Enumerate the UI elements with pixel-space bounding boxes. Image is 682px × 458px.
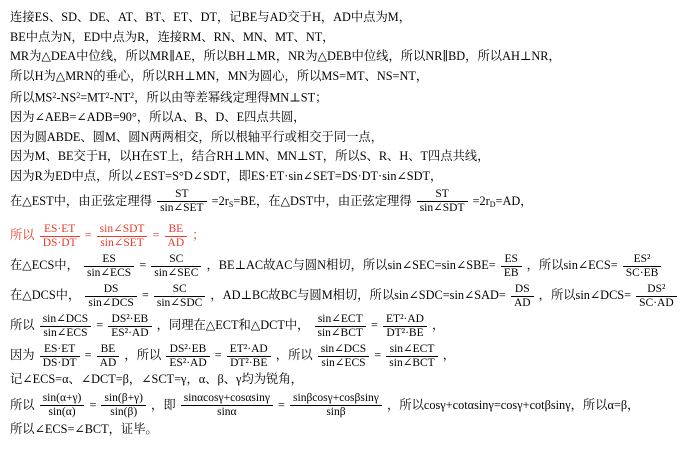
dcs-mid2: ，所以sin∠DCS= bbox=[538, 288, 632, 303]
fraction-es-over-eb: $\frac{ES}{EB}$ bbox=[501, 253, 522, 280]
fraction-eset-over-dsdt-2: $\frac{ES\cdot ET}{DS\cdot DT}$ bbox=[40, 343, 80, 370]
fraction-be-over-ad-2: $\frac{BE}{AD}$ bbox=[97, 343, 120, 370]
proof-line: MR为△DEA中位线，所以MR∥AE，所以BH⊥MR，NR为△DEB中位线，所以NR∥BD，所以AH⊥NR， bbox=[10, 49, 561, 63]
red-prefix: 所以 bbox=[10, 228, 35, 243]
fraction-es-over-sinecs: $\frac{ES}{\text{sin∠ECS}}$ bbox=[84, 253, 134, 280]
ratio-mid: ，同理在△ECT和△DCT中， bbox=[156, 318, 310, 333]
equals-sign: = bbox=[139, 258, 147, 273]
equals-sign: = bbox=[84, 348, 92, 363]
equals-sign: = bbox=[278, 397, 285, 412]
dcs-prefix: 在△DCS中， bbox=[10, 288, 81, 303]
fraction-es2-over-sceb: $\frac{\text{ES²}}{SC\cdot EB}$ bbox=[623, 253, 662, 280]
proof-line: 因为M、BE交于H，以H在ST上，结合RH⊥MN、MN⊥ST，所以S、R、H、T四点共线， bbox=[10, 149, 490, 164]
fraction-expanded-beta: $\frac{\sin\beta\cos\gamma+\cos\beta\sin\gamma}{\sin\beta}$ bbox=[290, 392, 382, 419]
final-prefix: 所以 bbox=[10, 397, 35, 412]
fraction-sinect-over-sinbct-2: $\frac{\text{sin∠ECT}}{\text{sin∠BCT}}$ bbox=[386, 343, 437, 370]
equals-sign: = bbox=[84, 228, 92, 243]
sine-rule-mid: $=2r_S=BE$，在△DST中，由正弦定理得 bbox=[211, 194, 412, 210]
proof-line-powers: 所以$MS^2-NS^2=MT^2-NT^2$，所以由等差幂线定理得MN⊥ST； bbox=[10, 90, 328, 105]
equals-sign: = bbox=[89, 397, 97, 412]
ecs-mid2: ，所以sin∠ECS= bbox=[526, 258, 618, 273]
ecs-mid: ，BE⊥AC故AC与圆N相切，所以sin∠SEC=sin∠SBE= bbox=[206, 258, 496, 273]
fraction-eset-over-dsdt: $\frac{ES\cdot ET}{DS\cdot DT}$ bbox=[40, 223, 80, 250]
fraction-sindcs-over-sinecs: $\frac{\text{sin∠DCS}}{\text{sin∠ECS}}$ bbox=[40, 313, 91, 340]
fraction-et2ad-over-dt2be: $\frac{\text{ET²·AD}}{\text{DT²·BE}}$ bbox=[383, 313, 427, 340]
red-ratio-line bbox=[10, 220, 672, 250]
fraction-et2ad-over-dt2be-2: $\frac{\text{ET²·AD}}{\text{DT²·BE}}$ bbox=[227, 343, 271, 370]
fraction-st-over-sinset: $\frac{ST}{\text{sin∠SET}}$ bbox=[157, 188, 207, 215]
proof-line: 因为∠AEB=∠ADB=90°，所以A、B、D、E四点共圆， bbox=[10, 110, 306, 125]
equals-sign: = bbox=[152, 228, 160, 243]
proof-line: 因为R为ED中点，所以∠EST=S°D∠SDT，即ES·ET·sin∠SET=DS·DT·sin∠SDT， bbox=[10, 168, 443, 183]
fraction-ds2eb-over-es2ad: $\frac{\text{DS²·EB}}{\text{ES²·AD}}$ bbox=[108, 313, 151, 340]
fraction-sinect-over-sinbct: $\frac{\text{sin∠ECT}}{\text{sin∠BCT}}$ bbox=[315, 313, 366, 340]
fraction-ds-over-ad: $\frac{DS}{AD}$ bbox=[511, 283, 534, 310]
ratio-comparison-line bbox=[10, 310, 672, 340]
because-suffix: ， bbox=[442, 348, 456, 363]
fraction-ds-over-sindcs: $\frac{DS}{\text{sin∠DCS}}$ bbox=[85, 283, 136, 310]
fraction-expanded-alpha: $\frac{\sin\alpha\cos\gamma+\cos\alpha\sin\gamma}{\sin\alpha}$ bbox=[181, 392, 273, 419]
sine-rule-suffix: $=2r_D=AD$， bbox=[472, 194, 533, 210]
triangle-ecs-line bbox=[10, 250, 672, 280]
fraction-ds2-over-scad: $\frac{\text{DS²}}{SC\cdot AD}$ bbox=[636, 283, 677, 310]
fraction-sinalphagamma-over-sinalpha: $\frac{\sin(\alpha+\gamma)}{\sin(\alpha)}$ bbox=[40, 392, 85, 419]
fraction-sinbetagamma-over-sinbeta: $\frac{\sin(\beta+\gamma)}{\sin(\beta)}$ bbox=[101, 392, 146, 419]
triangle-dcs-line bbox=[10, 280, 672, 310]
fraction-be-over-ad: $\frac{BE}{AD}$ bbox=[165, 223, 188, 250]
proof-line: 因为圆ABDE、圆M、圆N两两相交，所以根轴平行或相交于同一点， bbox=[10, 129, 384, 144]
ecs-prefix: 在△ECS中， bbox=[10, 258, 79, 273]
because-prefix: 因为 bbox=[10, 348, 35, 363]
fraction-ds2eb-over-es2ad-2: $\frac{\text{DS²·EB}}{\text{ES²·AD}}$ bbox=[166, 343, 209, 370]
fraction-sc-over-sinsdc: $\frac{SC}{\text{sin∠SDC}}$ bbox=[154, 283, 205, 310]
fraction-sindcs-over-sinecs-2: $\frac{\text{sin∠DCS}}{\text{sin∠ECS}}$ bbox=[318, 343, 369, 370]
equals-sign: = bbox=[141, 288, 149, 303]
equals-sign: = bbox=[96, 318, 104, 333]
conclusion-line: 所以∠ECS=∠BCT，证毕。 bbox=[10, 421, 158, 436]
because-mid2: ，所以 bbox=[275, 348, 313, 363]
proof-line: 连接ES、SD、DE、AT、BT、ET、DT，记BE与AD交于H，AD中点为M， bbox=[10, 10, 412, 24]
final-mid: ，即 bbox=[151, 397, 176, 412]
ratio-prefix: 所以 bbox=[10, 318, 35, 333]
notation-line: 记∠ECS=α、∠DCT=β，∠SCT=γ，α、β、γ均为锐角， bbox=[10, 372, 303, 387]
equals-sign: = bbox=[374, 348, 382, 363]
equals-sign: = bbox=[371, 318, 378, 333]
sine-rule-line bbox=[10, 186, 672, 220]
fraction-sinsdt-over-sinset: $\frac{\text{sin∠SDT}}{\text{sin∠SET}}$ bbox=[97, 223, 148, 250]
because-line bbox=[10, 340, 672, 370]
dcs-mid: ，AD⊥BC故BC与圆M相切，所以sin∠SDC=sin∠SAD= bbox=[210, 288, 506, 303]
fraction-st-over-sinsdt: $\frac{ST}{\text{sin∠SDT}}$ bbox=[417, 188, 468, 215]
ratio-suffix: ， bbox=[432, 318, 445, 333]
red-suffix: ； bbox=[192, 228, 205, 243]
proof-line: BE中点为N，ED中点为R，连接RM、RN、MN、MT、NT， bbox=[10, 29, 335, 44]
proof-line: 所以H为△MRN的垂心，所以RH⊥MN，MN为圆心，所以MS=MT、NS=NT， bbox=[10, 68, 429, 83]
final-mid2: ，所以cosγ+cotαsinγ=cosγ+cotβsinγ，所以α=β， bbox=[386, 397, 640, 412]
sine-rule-prefix: 在△EST中，由正弦定理得 bbox=[10, 194, 152, 209]
equals-sign: = bbox=[214, 348, 222, 363]
because-mid: ，所以 bbox=[124, 348, 162, 363]
final-equation-line bbox=[10, 390, 672, 420]
fraction-sc-over-sinsec: $\frac{SC}{\text{sin∠SEC}}$ bbox=[151, 253, 201, 280]
